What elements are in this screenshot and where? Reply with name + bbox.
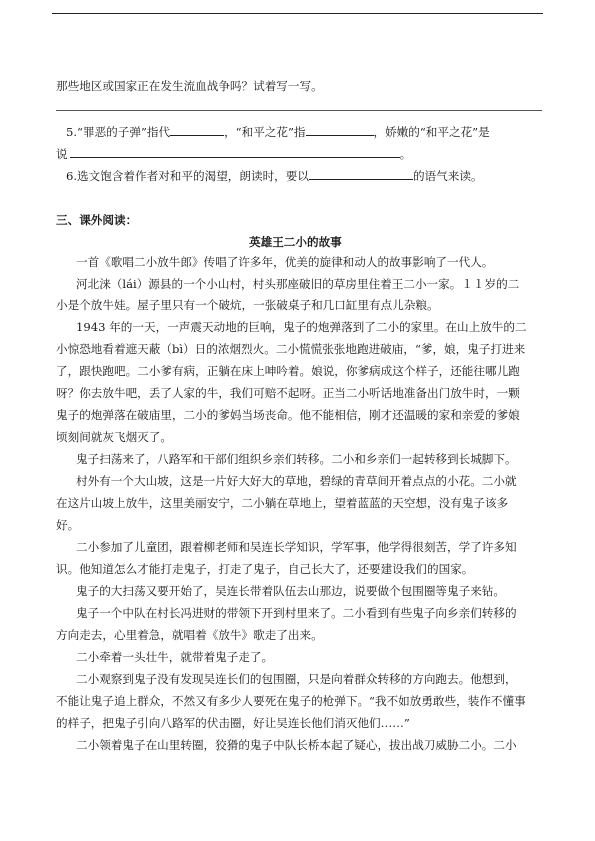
story-line: 二小牵着一头壮牛，就带着鬼子走了。 xyxy=(76,650,274,664)
story-line: 小是个放牛娃。屋子里只有一个破炕，一张破桌子和几口缸里有点儿杂粮。 xyxy=(56,298,439,312)
question-5-blank-3[interactable] xyxy=(70,146,400,158)
story-line: 鬼子的炮弹落在破庙里，二小的爹妈当场丧命。他不能相信，刚才还温暖的家和亲爱的爹娘 xyxy=(56,408,520,422)
story-line: 二小领着鬼子在山里转圈，狡猾的鬼子中队长桥本起了疑心，拔出战刀威胁二小。二小 xyxy=(76,738,517,752)
story-line: 鬼子一个中队在村长冯进财的带领下开到村里来了。二小看到有些鬼子向乡亲们转移的 xyxy=(76,606,517,620)
story-line: 识。他知道怎么才能打走鬼子，打走了鬼子，自己长大了，还要建设我们的国家。 xyxy=(56,562,474,576)
section-heading: 三、课外阅读： xyxy=(56,213,138,227)
question-6-part-b: 的语气来读。 xyxy=(412,169,483,183)
question-5-part-b: ，“和平之花”指 xyxy=(224,125,306,139)
question-5-line-2 xyxy=(56,146,411,161)
story-line: 在这片山坡上放牛，这里美丽安宁，二小躺在草地上，望着蓝蓝的天空想，没有鬼子该多 xyxy=(56,496,509,510)
story-line: 好。 xyxy=(56,518,80,532)
question-6-part-a: 6.选文饱含着作者对和平的渴望，朗读时，要以 xyxy=(66,169,309,183)
story-line: 1943 年的一天，一声震天动地的巨响，鬼子的炮弹落到了二小的家里。在山上放牛的二 xyxy=(76,320,527,334)
story-line: 的样子，把鬼子引向八路军的伏击圈，好让吴连长他们消灭他们……” xyxy=(56,716,410,730)
story-line: 小惊恐地看着遮天蔽（bì）日的浓烟烈火。二小慌慌张张地跑进破庙，“爹，娘，鬼子打进来 xyxy=(56,342,526,356)
question-5-part-a: 5.“罪恶的子弹”指代 xyxy=(66,125,171,139)
question-5-line-1 xyxy=(66,124,490,139)
story-line: 二小参加了儿童团，跟着柳老师和吴连长学知识，学军事，他学得很刻苦，学了许多知 xyxy=(76,540,517,554)
story-line: 不能让鬼子追上群众，不然又有多少人要死在鬼子的枪弹下。“我不如放勇敢些，装作不懂事 xyxy=(56,694,526,708)
question-5-part-c: ，娇嫩的“和平之花”是 xyxy=(373,125,490,139)
story-title: 英雄王二小的故事 xyxy=(249,235,342,249)
question-5-part-e: 。 xyxy=(399,147,412,161)
story-line: 顷刻间就灰飞烟灭了。 xyxy=(56,430,172,444)
story-line: 鬼子的大扫荡又要开始了，吴连长带着队伍去山那边，说要做个包围圈等鬼子来钻。 xyxy=(76,584,505,598)
question-5-blank-2[interactable] xyxy=(306,124,374,136)
story-line: 呀？你去放牛吧，丢了人家的牛，我们可赔不起呀。正当二小听话地准备出门放牛时，一颗 xyxy=(56,386,520,400)
story-line: 一首《歌唱二小放牛郎》传唱了许多年，优美的旋律和动人的故事影响了一代人。 xyxy=(76,255,494,269)
question-5-part-d: 说 xyxy=(56,147,68,161)
story-line: 河北涞（lái）源县的一个小山村，村头那座破旧的草房里住着王二小一家。１１岁的二 xyxy=(76,277,520,291)
story-line: 村外有一个大山坡，这是一片好大好大的草地，碧绿的青草间开着点点的小花。二小就 xyxy=(76,474,517,488)
story-line: 了，跟快跑吧。二小爹有病，正躺在床上呻吟着。娘说，你爹病成这个样子，还能往哪儿跑 xyxy=(56,364,520,378)
answer-line xyxy=(56,110,542,111)
previous-question-tail: 那些地区或国家正在发生流血战争吗？试着写一写。 xyxy=(56,79,323,93)
question-6-blank[interactable] xyxy=(309,168,413,180)
question-6 xyxy=(66,168,483,183)
question-5-blank-1[interactable] xyxy=(170,124,224,136)
story-line: 方向走去，心里着急，就唱着《放牛》歌走了出来。 xyxy=(56,628,323,642)
top-rule xyxy=(52,13,543,14)
story-line: 二小观察到鬼子没有发现吴连长们的包围圈，只是向着群众转移的方向跑去。他想到， xyxy=(76,672,517,686)
story-line: 鬼子扫荡来了，八路军和干部们组织乡亲们转移。二小和乡亲们一起转移到长城脚下。 xyxy=(76,452,517,466)
